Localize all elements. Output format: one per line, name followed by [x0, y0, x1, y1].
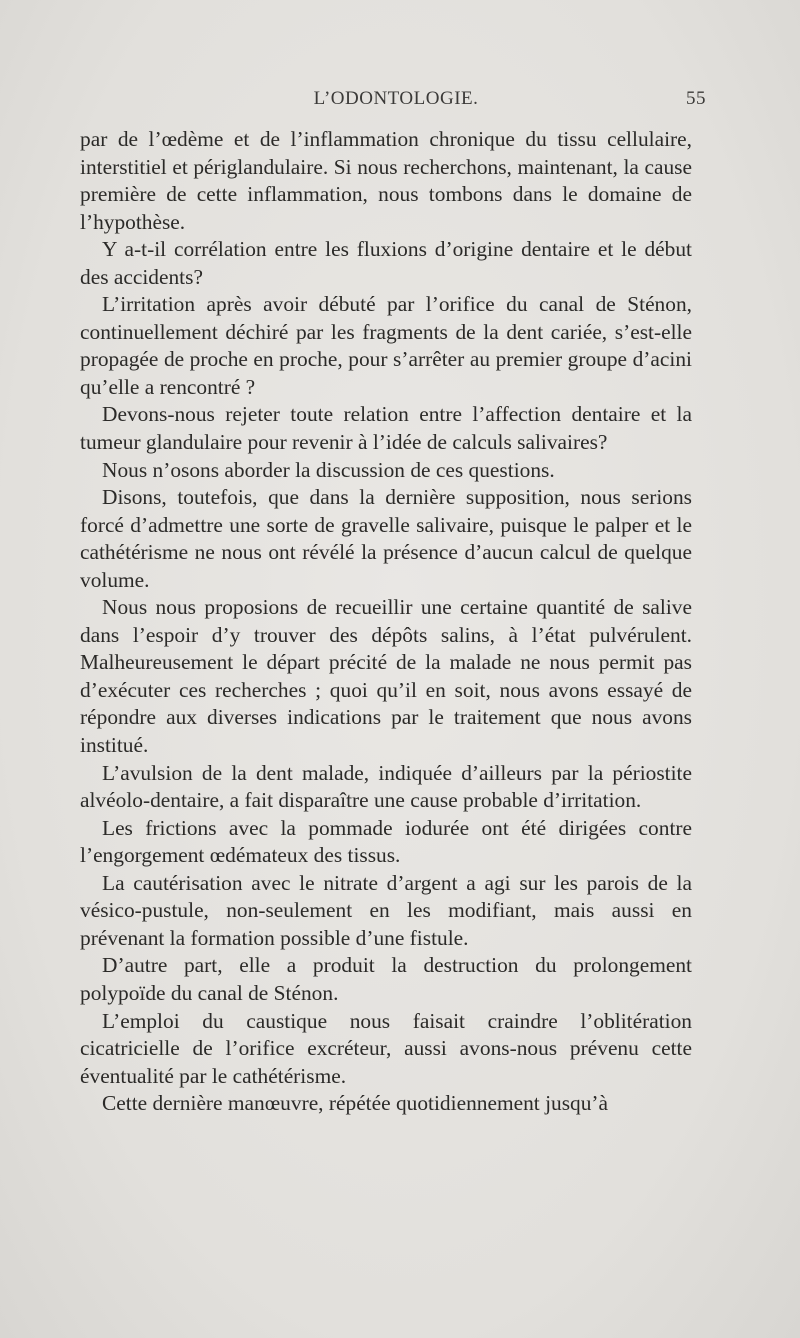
body-text [80, 126, 692, 1118]
paragraph: La cautérisation avec le nitrate d’argent a agi sur les parois de la vésico-pustule, non-seulement en les modifiant, mais aussi en prévenant la formation possible d’une fistule. [80, 870, 692, 950]
page-header [80, 88, 712, 118]
paragraph: Disons, toutefois, que dans la dernière supposition, nous serions forcé d’admettre une sorte de gravelle salivaire, puisque le palper et le cathétérisme ne nous ont révélé la présence d’aucun calcul de quelque volume. [80, 485, 692, 592]
page-number: 55 [686, 88, 706, 109]
paragraph: L’avulsion de la dent malade, indiquée d’ailleurs par la périostite alvéolo-dentaire, a fait disparaître une cause probable d’irritation. [80, 760, 692, 813]
paragraph: Nous nous proposions de recueillir une certaine quantité de salive dans l’espoir d’y trouver des dépôts salins, à l’état pulvérulent. Malheureusement le départ précité de la malade ne nous permit pas d’exécuter ces recherches ; quoi qu’il en soit, nous avons essayé de répondre aux diverses indications par le traitement que nous avons institué. [80, 595, 692, 758]
running-title: L’ODONTOLOGIE. [313, 88, 479, 109]
paragraph: Cette dernière manœuvre, répétée quotidiennement jusqu’à [102, 1091, 609, 1116]
paragraph: Devons-nous rejeter toute relation entre l’affection dentaire et la tumeur glandulaire pour revenir à l’idée de calculs salivaires? [80, 402, 692, 455]
paragraph: par de l’œdème et de l’inflammation chronique du tissu cellulaire, interstitiel et périglandulaire. Si nous recherchons, maintenant, la cause première de cette inflammation, nous tombons dans le domaine de l’hypothèse. [80, 127, 692, 234]
paragraph: D’autre part, elle a produit la destruction du prolongement polypoïde du canal de Sténon. [80, 953, 692, 1005]
paragraph: Nous n’osons aborder la discussion de ces questions. [102, 457, 555, 482]
paragraph: Les frictions avec la pommade iodurée ont été dirigées contre l’engorgement œdémateux des tissus. [80, 815, 692, 868]
paragraph: L’irritation après avoir débuté par l’orifice du canal de Sténon, continuellement déchiré par les fragments de la dent cariée, s’est-elle propagée de proche en proche, pour s’arrêter au premier groupe d’acini qu’elle a rencontré ? [80, 292, 692, 399]
paragraph: Y a-t-il corrélation entre les fluxions d’origine dentaire et le début des accidents? [80, 237, 692, 289]
paragraph: L’emploi du caustique nous faisait craindre l’oblitération cicatricielle de l’orifice excréteur, aussi avons-nous prévenu cette éventualité par le cathétérisme. [80, 1008, 692, 1088]
